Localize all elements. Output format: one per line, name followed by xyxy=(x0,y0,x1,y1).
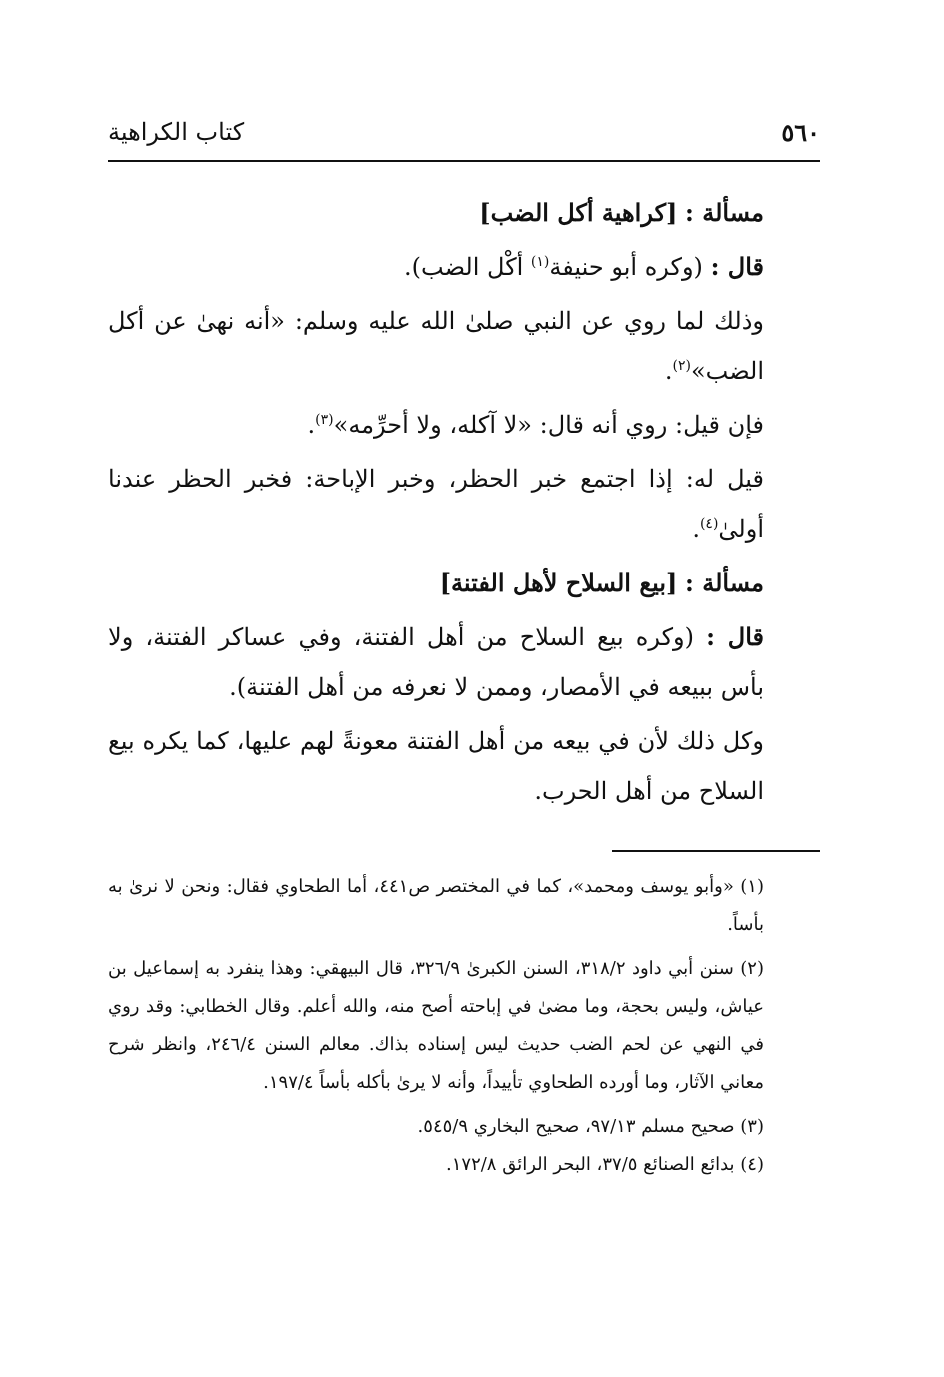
footnote-ref: (٣) xyxy=(315,412,334,428)
paragraph-text: . xyxy=(692,515,700,543)
qal-label: قال : xyxy=(710,252,764,281)
running-header xyxy=(108,118,820,158)
footnote: (٤) بدائع الصنائع ٣٧/٥، البحر الرائق ١٧٢/٨. xyxy=(446,1154,764,1175)
qal-label: قال : xyxy=(706,622,765,651)
footnote-ref: (٢) xyxy=(672,358,691,374)
paragraph-text: وكل ذلك لأن في بيعه من أهل الفتنة معونةً لهم عليها، كما يكره بيع السلاح من أهل الحرب. xyxy=(108,727,764,805)
paragraph-text: (وكره بيع السلاح من أهل الفتنة، وفي عساكر الفتنة، ولا بأس ببيعه في الأمصار، وممن لا نعرفه من أهل الفتنة). xyxy=(108,623,764,701)
paragraph xyxy=(108,400,820,450)
masala-heading-1 xyxy=(108,188,820,238)
main-text xyxy=(108,188,820,816)
footnotes xyxy=(108,868,820,1184)
paragraph-text: وذلك لما روي عن النبي صلىٰ الله عليه وسلم: «أنه نهىٰ عن أكل الضب» xyxy=(108,307,764,385)
masala-title: [كراهية أكل الضب] xyxy=(479,198,678,227)
footnote: (٢) سنن أبي داود ٣١٨/٢، السنن الكبرىٰ ٣٢٦/٩، قال البيهقي: وهذا ينفرد به إسماعيل بن عياش، وليس بحجة، وما مضىٰ في إباحته أصح منه، والله أعلم. وقال الخطابي: وقد روي في النهي عن لحم الضب حديث ليس إسناده بذاك. معالم السنن ٢٤٦/٤، وانظر شرح معاني الآثار، وما أورده الطحاوي تأييداً، وأنه لا يرىٰ بأكله بأساً ١٩٧/٤. xyxy=(108,958,765,1093)
footnote-ref: (٤) xyxy=(699,516,719,532)
paragraph-text: أكْل الضب). xyxy=(404,253,531,281)
book-page xyxy=(108,0,820,1377)
paragraph-text: . xyxy=(307,411,316,439)
paragraph-text: (وكره أبو حنيفة xyxy=(549,253,703,281)
paragraph xyxy=(108,242,820,292)
masala-heading-2 xyxy=(108,558,820,608)
paragraph-text: فإن قيل: روي أنه قال: «لا آكله، ولا أحرِّمه» xyxy=(333,411,764,439)
footnote: (١) «وأبو يوسف ومحمد»، كما في المختصر ص٤٤١، أما الطحاوي فقال: ونحن لا نرىٰ به بأساً. xyxy=(108,876,764,935)
masala-label: مسألة : xyxy=(685,198,764,227)
header-divider xyxy=(108,160,820,162)
masala-label: مسألة : xyxy=(685,568,764,597)
paragraph xyxy=(108,296,820,396)
footnote-divider xyxy=(612,850,820,852)
paragraph xyxy=(108,612,820,712)
paragraph xyxy=(108,716,820,816)
paragraph-text: . xyxy=(664,357,673,385)
page-number: ٥٦٠ xyxy=(781,118,820,147)
footnote-ref: (١) xyxy=(530,254,550,270)
chapter-title: كتاب الكراهية xyxy=(108,118,245,146)
footnote: (٣) صحيح مسلم ٩٧/١٣، صحيح البخاري ٥٤٥/٩. xyxy=(417,1116,764,1137)
masala-title: [بيع السلاح لأهل الفتنة] xyxy=(439,568,678,597)
paragraph xyxy=(108,454,820,554)
paragraph-text: قيل له: إذا اجتمع خبر الحظر، وخبر الإباحة: فخبر الحظر عندنا أولىٰ xyxy=(108,465,764,543)
